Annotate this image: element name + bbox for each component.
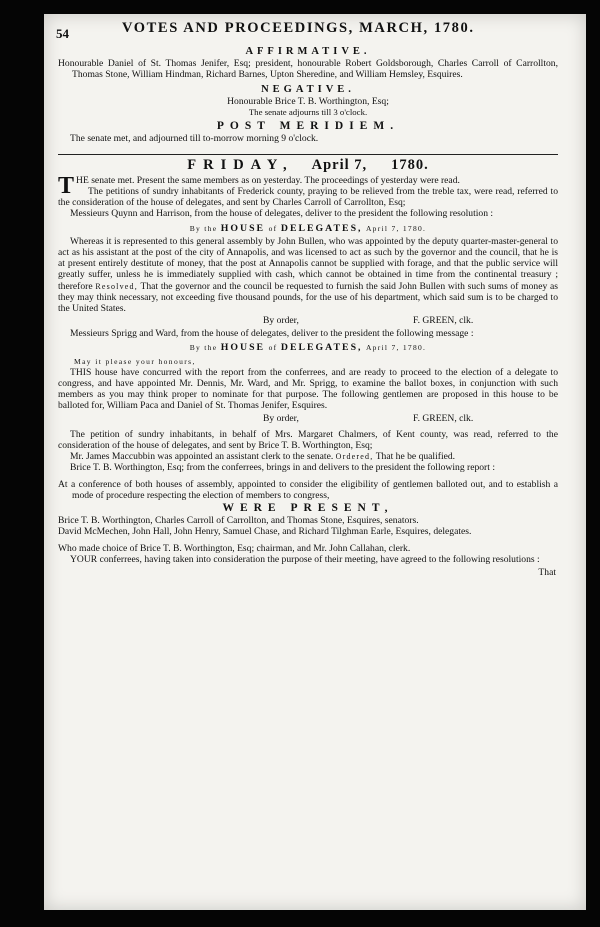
- house-heading-by: By the: [189, 223, 218, 233]
- house-heading-house: HOUSE: [220, 222, 266, 234]
- were-present-heading: WERE PRESENT,: [222, 501, 394, 514]
- house-heading-1: [58, 223, 558, 234]
- resolution-text-before: Whereas it is represented to this general assembly by John Bullen, who was appointed by the deputy quarter-master-general to act as his assistant at the post of the city of Annapolis, and was licensed to act as such by the governor and the council, that he is at present entirely destitute of money, that the post at Annapolis cannot be supplied with forage, and that the public service will greatly suffer, unless he is immediately supplied with cash, which cannot be obtained in time from the continental treasury ; therefore: [58, 235, 558, 292]
- maccubbin-paragraph: [58, 451, 558, 462]
- by-order-2: By order,: [263, 412, 299, 424]
- negative-heading: NEGATIVE.: [261, 83, 355, 95]
- house-heading-2-delegates: DELEGATES,: [280, 342, 363, 354]
- quynn-harrison-paragraph: Messieurs Quynn and Harrison, from the house of delegates, deliver to the president the following resolution :: [70, 208, 494, 220]
- catchword: That: [538, 566, 556, 578]
- page-number: 54: [56, 26, 69, 41]
- day-name: FRIDAY,: [187, 156, 294, 173]
- house-heading-2-by: By the: [189, 343, 218, 353]
- resolution-paragraph: [58, 236, 558, 314]
- negative-list: Honourable Brice T. B. Worthington, Esq;: [227, 95, 389, 107]
- house-heading-2: [58, 342, 558, 353]
- post-meridiem-text: The senate met, and adjourned till to-morrow morning 9 o'clock.: [70, 133, 319, 145]
- senators-list: Brice T. B. Worthington, Charles Carroll of Carrollton, and Thomas Stone, Esquires, senators.: [58, 515, 419, 527]
- ordered-word: Ordered,: [335, 452, 374, 462]
- running-title: VOTES AND PROCEEDINGS, MARCH, 1780.: [122, 20, 475, 36]
- clerk-signature-2: F. GREEN, clk.: [413, 412, 474, 424]
- running-head: [58, 22, 558, 42]
- opening-text: HE senate met. Present the same members as on yesterday. The proceedings of yesterday were read.: [76, 174, 460, 186]
- chairman-paragraph: Who made choice of Brice T. B. Worthington, Esq; chairman, and Mr. John Callahan, clerk.: [58, 542, 411, 554]
- house-heading-date: April 7, 1780.: [365, 223, 427, 233]
- house-heading-2-house: HOUSE: [220, 342, 266, 354]
- conference-paragraph: At a conference of both houses of assembly, appointed to consider the eligibility of gentlemen balloted out, and to establish a mode of procedure respecting the election of members to congress,: [58, 478, 558, 501]
- chalmers-paragraph: The petition of sundry inhabitants, in behalf of Mrs. Margaret Chalmers, of Kent county, was read, referred to the consideration of the house of delegates, and sent by Brice T. B. Worthington, Esq;: [58, 428, 558, 451]
- signature-block-1: [58, 315, 558, 327]
- drop-cap: T: [58, 172, 75, 199]
- day-heading: [58, 154, 558, 171]
- resolved-word: Resolved,: [95, 281, 138, 291]
- house-heading-delegates: DELEGATES,: [280, 222, 363, 234]
- resolutions-intro-paragraph: YOUR conferrees, having taken into consideration the purpose of their meeting, have agreed to the following resolutions :: [70, 553, 540, 565]
- page-content: [58, 22, 558, 578]
- by-order-1: By order,: [263, 315, 299, 327]
- affirmative-list: Honourable Daniel of St. Thomas Jenifer, Esq; president, honourable Robert Goldsborough, Charles Carroll of Carrollton, Thomas Stone, William Hindman, Richard Barnes, Upton Sheredine, and William Hemsley, Esquires.: [58, 58, 558, 81]
- house-heading-of: of: [268, 223, 278, 233]
- sprigg-ward-paragraph: Messieurs Sprigg and Ward, from the house of delegates, deliver to the president the following message :: [70, 328, 474, 340]
- post-meridiem-heading: POST MERIDIEM.: [216, 120, 400, 133]
- clerk-signature-1: F. GREEN, clk.: [413, 315, 474, 327]
- day-date: April 7,: [311, 156, 368, 173]
- maccubbin-text-before: Mr. James Maccubbin was appointed an assistant clerk to the senate.: [70, 451, 334, 463]
- delegates-list: David McMechen, John Hall, John Henry, Samuel Chase, and Richard Tilghman Earle, Esquires, delegates.: [58, 526, 472, 538]
- day-year: 1780.: [391, 156, 429, 173]
- house-heading-2-of: of: [268, 343, 278, 353]
- message-paragraph: THIS house have concurred with the report from the conferrees, and are ready to proceed to the election of a delegate to congress, and have appointed Mr. Dennis, Mr. Ward, and Mr. Sprigg, to examine the ballot boxes, in conjunction with such members as you may think proper to nominate for that purpose. The following gentlemen are proposed in this house to be balloted for, William Paca and Daniel of St. Thomas Jenifer, Esquires.: [58, 366, 558, 412]
- signature-block-2: [58, 413, 558, 425]
- maccubbin-text-after: That he be qualified.: [375, 451, 456, 463]
- affirmative-heading: AFFIRMATIVE.: [245, 46, 371, 57]
- resolution-text-after: That the governor and the council be requested to furnish the said John Bullen with such sums of money as they may think necessary, not exceeding five thousand pounds, for the use of his department, which said sum is to be charged to the United States.: [58, 280, 558, 315]
- house-heading-2-date: April 7, 1780.: [365, 343, 427, 353]
- adjourn-notice: The senate adjourns till 3 o'clock.: [248, 107, 368, 118]
- petitions-paragraph: The petitions of sundry inhabitants of Frederick county, praying to be relieved from the treble tax, were read, referred to the consideration of the house of delegates, and sent by Charles Carroll of Carrollton, Esq;: [58, 186, 558, 209]
- salutation: May it please your honours,: [74, 356, 196, 366]
- worthington-report-paragraph: Brice T. B. Worthington, Esq; from the conferrees, brings in and delivers to the president the following report :: [70, 462, 495, 474]
